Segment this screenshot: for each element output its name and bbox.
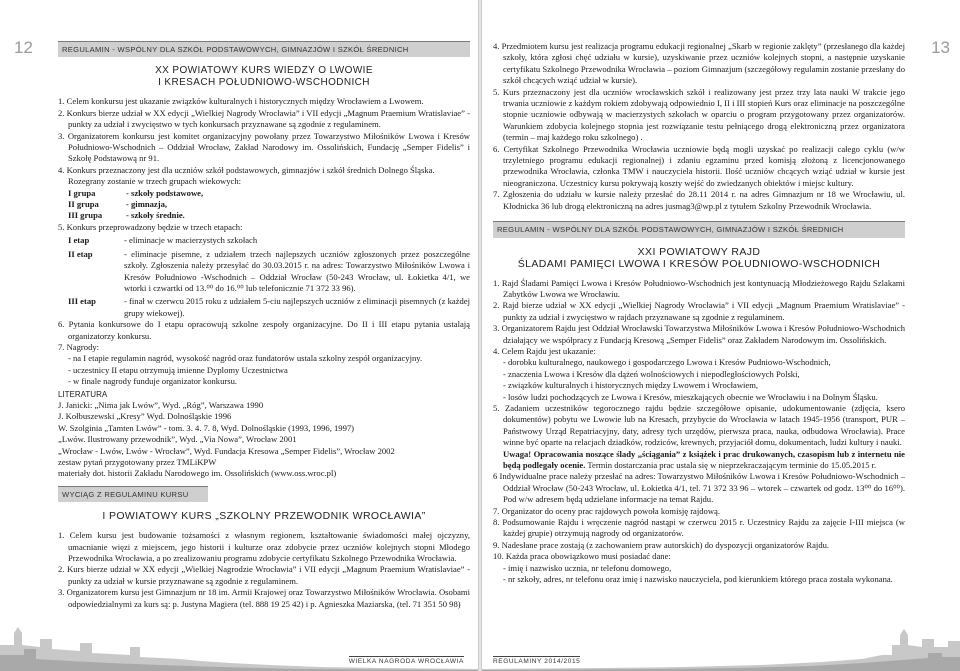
section-title	[58, 65, 470, 89]
rule-item: 10. Każda praca obowiązkowo musi posiadać dane:	[493, 551, 671, 562]
aim-line: - dorobku kulturalnego, naukowego i gospodarczego Lwowa i Kresów Pudniowo-Wschodnich,	[503, 357, 831, 368]
warning-note	[493, 449, 905, 472]
literature-heading: LITERATURA	[58, 389, 108, 399]
rule-item: 2. Rajd bierze udział w XX edycji „Wielkiej Nagrody Wrocławia” i VII edycji „Magnum Praemium Wratislaviae” - punkty za udział i zwycięstwo w rajdach przyznawane są zgodnie z regulaminem.	[493, 300, 905, 322]
page-number: 12	[14, 38, 33, 57]
page-footer: WIELKA NAGRODA WROCŁAWIA	[348, 658, 464, 665]
rule-item: 6 Indywidualne prace należy przesłać na adres: Towarzystwo Miłośników Lwowa i Kresów Południowo-Wschodnich – Oddział Wrocław (50-243 Wrocław, ul. Łokietka 4/1, tel. 71 372 33 96 – wtorek – czwartek od godz. 13⁰⁰ do 16⁰⁰). Pod w/w adresem będą udzielane informacje na temat Rajdu.	[493, 471, 905, 505]
aim-line: - znaczenia Lwowa i Kresów dla dążeń wolnościowych i niepodległościowych Polski,	[503, 368, 800, 379]
rule-item: 6. Certyfikat Szkolnego Przewodnika Wrocławia uczniowie będą mogli uzyskać po realizacji całego cyklu (w/w trzyletniego programu edukacji regionalnej) i zdaniu egzaminu przed komisją złożoną z licencjonowanego przewodnika Wrocławia, członka TMW i nauczyciela historii. Ilość uczniów chcących wziąć udział w kursie jest nieograniczona. Uczestnicy kursu pokrywają koszty wejść do zwiedzanych obiektów i miejsc kultury.	[493, 143, 905, 188]
right-column	[493, 41, 905, 585]
rule-item: 7. Nagrody:	[58, 341, 100, 352]
prize-line: - na I etapie regulamin nagród, wysokość nagród oraz fundatorów ustala szkolny zespół organizacyjny.	[68, 353, 423, 364]
group-desc: - gimnazja,	[126, 199, 168, 210]
group-name: III grupa	[68, 210, 103, 221]
groups-intro: Rozegrany zostanie w trzech grupach wiekowych:	[68, 176, 241, 187]
rule-item: 3. Organizatorem kursu jest Gimnazjum nr 18 im. Armii Krajowej oraz Towarzystwo Miłośników Wrocławia. Osobami odpowiedzialnymi za kurs są: p. Justyna Magiera (tel. 888 19 25 42) i p. Agnieszka Maziarska, (tel. 71 351 50 98)	[58, 587, 470, 609]
page-number: 13	[931, 38, 950, 57]
page-footer: REGULAMINY 2014/2015	[493, 658, 581, 665]
data-line: - imię i nazwisko ucznia, nr telefonu domowego,	[503, 562, 672, 573]
title-line-1: XXI POWIATOWY RAJD	[637, 245, 761, 258]
warning-tail: Termin dostarczania prac ustala się w nieprzekraczającym terminie do 15.05.2015 r.	[587, 460, 877, 470]
stage-row	[68, 296, 470, 319]
group-desc: - szkoły podstawowe,	[126, 187, 204, 198]
section-band: REGULAMIN - WSPÓLNY DLA SZKÓŁ PODSTAWOWYCH, GIMNAZJÓW I SZKÓŁ ŚREDNICH	[493, 221, 905, 237]
left-page	[0, 0, 478, 671]
right-page	[482, 0, 960, 671]
rule-item: 1. Celem konkursu jest ukazanie związków kulturalnych i historycznych między Wrocławiem a Lwowem.	[58, 96, 424, 107]
rule-item: 6. Pytania konkursowe do I etapu opracowują szkolne zespoły organizacyjne. Do II i III etapu pytania ustalają organizatorzy konkursu.	[58, 319, 470, 341]
stage-row	[68, 249, 470, 295]
aim-line: - związków kulturalnych i historycznych między Lwowem i Wrocławiem,	[503, 380, 759, 391]
literature-item: „Wrocław - Lwów, Lwów - Wrocław”, Wyd. Fundacja Kresowa „Semper Fidelis”, Wrocław 2002	[58, 445, 395, 456]
prize-line: - uczestnicy II etapu otrzymują imienne Dyplomy Uczestnictwa	[68, 364, 288, 375]
rule-item: 7. Zgłoszenia do udziału w kursie należy przesłać do 28.11 2014 r. na adres Gimnazjum nr 18 we Wrocławiu, ul. Kłodnicka 36 lub drogą elektroniczną na adres jusmag3@wp.pl z tytułem Szkolny Przewodnik Wrocławia.	[493, 189, 905, 211]
group-row	[68, 210, 470, 221]
left-column	[58, 41, 470, 610]
warning-bold: Uwaga! Opracowania noszące ślady „ściągania” z książek i prac drukowanych, czasopism lub z internetu nie będą podlegały ocenie.	[503, 448, 905, 470]
group-row	[68, 199, 470, 210]
title-line-2: ŚLADAMI PAMIĘCI LWOWA I KRESÓW POŁUDNIOWO-WSCHODNICH	[517, 257, 881, 270]
rule-item: 3. Organizatorem konkursu jest komitet organizacyjny powołany przez Towarzystwo Miłośników Lwowa i Kresów Południowo-Wschodnich – Oddział Wrocław, Zakład Narodowy im. Ossolińskich, Fundację „Semper Fidelis” i Szkołę Podstawową nr 91.	[58, 130, 470, 164]
stage-name: III etap	[68, 296, 96, 307]
literature-item: J. Kołbuszewski „Kresy” Wyd. Dolnośląskie 1996	[58, 411, 232, 422]
rule-item: 4. Przedmiotem kursu jest realizacja programu edukacji regionalnej „Skarb w regionie zaklęty” (przesłanego dla każdej szkoły, która zgłosi chęć udziału w kursie), uzyskiwanie przez uczniów kolejnych stopni, a następnie uzyskanie certyfikatu Szkolnego Przewodnika Wrocławia – poziom Gimnazjum (szczegółowy regulamin zostanie przesłany do szkół chcących wziąć udział w kursie).	[493, 41, 905, 86]
literature-item: „Lwów. Ilustrowany przewodnik”, Wyd. „Via Nowa”, Wrocław 2001	[58, 434, 297, 445]
stage-row	[68, 235, 470, 246]
rule-item: 5. Zadaniem uczestników tegorocznego rajdu będzie szczegółowe opisanie, udokumentowanie (zdjęcia, ksero dokumentów) pobytu we Lwowie lub na Kresach, przybycie do Wrocławia w latach 1945-1956 (transport, PUR – Państwowy Urząd Repatriacyjny, daty, adresy tych urzędów, pierwsza praca, nauka, odbudowa Wrocławia). Prace winne być oparte na relacjach dziadków, rodziców, krewnych, przyjaciół domu, dokumentach, ludzi kultury i nauki.	[493, 402, 905, 448]
group-name: II grupa	[68, 199, 99, 210]
section-band: WYCIĄG Z REGULAMINU KURSU	[58, 486, 208, 502]
title-line-2: I KRESACH POŁUDNIOWO-WSCHODNICH	[158, 77, 370, 89]
stage-desc: - eliminacje w macierzystych szkołach	[124, 235, 258, 246]
group-name: I grupa	[68, 187, 96, 198]
rule-item: 9. Nadesłane prace zostają (z zachowaniem praw autorskich) do dyspozycji organizatorów Rajdu.	[493, 539, 830, 550]
rule-item: 4. Celem Rajdu jest ukazanie:	[493, 345, 596, 356]
rule-item: 7. Organizator do oceny prac rajdowych powoła komisję rajdową.	[493, 505, 721, 516]
group-row	[68, 188, 470, 199]
literature-item: W. Szolginia „Tamten Lwów” - tom. 3. 4. 7. 8, Wyd. Dolnośląskie (1993, 1996, 1997)	[58, 422, 355, 433]
group-desc: - szkoły średnie.	[126, 210, 185, 221]
rule-item: 3. Organizatorem Rajdu jest Oddział Wrocławski Towarzystwa Miłośników Lwowa i Kresów Południowo-Wschodnich działający we współpracy z Fundacją Kresową „Semper Fidelis” oraz Zakładem Narodowym im. Ossolińskich.	[493, 323, 905, 345]
rule-item: 1. Rajd Śladami Pamięci Lwowa i Kresów Południowo-Wschodnich jest kontynuacją Młodzieżowego Rajdu Szlakami Zabytków Lwowa we Wrocławiu.	[493, 277, 905, 299]
literature-item: zestaw pytań przygotowany przez TMLiKPW	[58, 457, 217, 467]
rule-item: 2. Konkurs bierze udział w XX edycji „Wielkiej Nagrody Wrocławia” i VII edycji „Magnum Praemium Wratislaviae” - punkty za udział i zwycięstwo w tych konkursach przyznawane są zgodnie z regulaminem.	[58, 107, 470, 130]
section-band: REGULAMIN - WSPÓLNY DLA SZKÓŁ PODSTAWOWYCH, GIMNAZJÓW I SZKÓŁ ŚREDNICH	[58, 41, 470, 57]
aim-line: - losów ludzi pochodzących ze Lwowa i Kresów, mieszkających obecnie we Wrocławiu i na Dolnym Śląsku.	[503, 391, 878, 402]
literature-item: materiały dot. historii Zakładu Narodowego im. Ossolińskich (www.oss.wroc.pl)	[58, 468, 337, 479]
rule-item: 8. Podsumowanie Rajdu i wręczenie nagród nastąpi w czerwcu 2015 r. Uczestnicy Rajdu za zajęcie I-III miejsca (w każdej grupie) otrzymują nagrody od organizatorów.	[493, 517, 905, 539]
literature-item: J. Janicki: „Nima jak Lwów”, Wyd. „Róg”, Warszawa 1990	[58, 399, 264, 410]
data-line: - nr szkoły, adres, nr telefonu oraz imię i nazwisko nauczyciela, pod kierunkiem którego praca została wykonana.	[503, 574, 893, 585]
rule-item: 5. Konkurs przeprowadzony będzie w trzech etapach:	[58, 221, 243, 232]
stage-name: I etap	[68, 235, 90, 246]
stage-desc: - finał w czerwcu 2015 roku z udziałem 5-ciu najlepszych uczniów z eliminacji pisemnych (z każdej grupy wiekowej).	[124, 296, 470, 318]
rule-item: 4. Konkurs przeznaczony jest dla uczniów szkół podstawowych, gimnazjów i szkół średnich Dolnego Śląska.	[58, 164, 435, 175]
rule-item: 2. Kurs bierze udział w XX edycji „Wielkiej Nagrodzie Wrocławia” i VII edycji „Magnum Praemium Wratislaviae” - punkty za udział w kursie przyznawane są zgodnie z regulaminem.	[58, 564, 470, 586]
rule-item: 1. Celem kursu jest budowanie tożsamości z własnym regionem, kształtowanie świadomości małej ojczyzny, umacnianie więzi z miejscem, jego historii i kulturze oraz zdobycie przez uczniów kolejnych stopni Młodego Przewodnika Wrocławia, a po zrealizowaniu programu zdobycie certyfikatu Szkolnego Przewodnika Wrocławia.	[58, 530, 470, 564]
title-line-1: XX POWIATOWY KURS WIEDZY O LWOWIE	[155, 65, 373, 77]
section-title: I POWIATOWY KURS „SZKOLNY PRZEWODNIK WROCŁAWIA”	[102, 510, 426, 523]
section-title	[493, 246, 905, 270]
stage-desc: - eliminacje pisemne, z udziałem trzech najlepszych uczniów zgłoszonych przez poszczególne szkoły. Zgłoszenia należy przesyłać do 30.03.2015 r. na adres: Towarzystwo Miłośników Lwowa i Kresów Południowo -Wschodnich – Oddział Wrocław (50-243 Wrocław, ul. Łokietka 4/1, we wtorki i czwartki od 13.⁰⁰ do 16.⁰⁰ lub telefonicznie 71 372 33 96).	[124, 248, 470, 293]
prize-line: - w finale nagrody funduje organizator konkursu.	[68, 376, 238, 387]
rule-item: 5. Kurs przeznaczony jest dla uczniów wrocławskich szkół i realizowany jest przez trzy lata nauki W trakcie jego trwania uczniowie z każdym rokiem zdobywają odpowiednio I, II i III stopień Kurs oraz eliminacje na poszczególne stopnie uczniowie odbywają w macierzystych szkołach w oparciu o program przygotowany przez organizatorów. Warunkiem zdobycia kolejnego stopnia jest rozwiązanie testu pełniącego drogą elektroniczną przez organizatora (termin – maj każdego roku szkolnego) .	[493, 86, 905, 143]
stage-name: II etap	[68, 248, 93, 259]
